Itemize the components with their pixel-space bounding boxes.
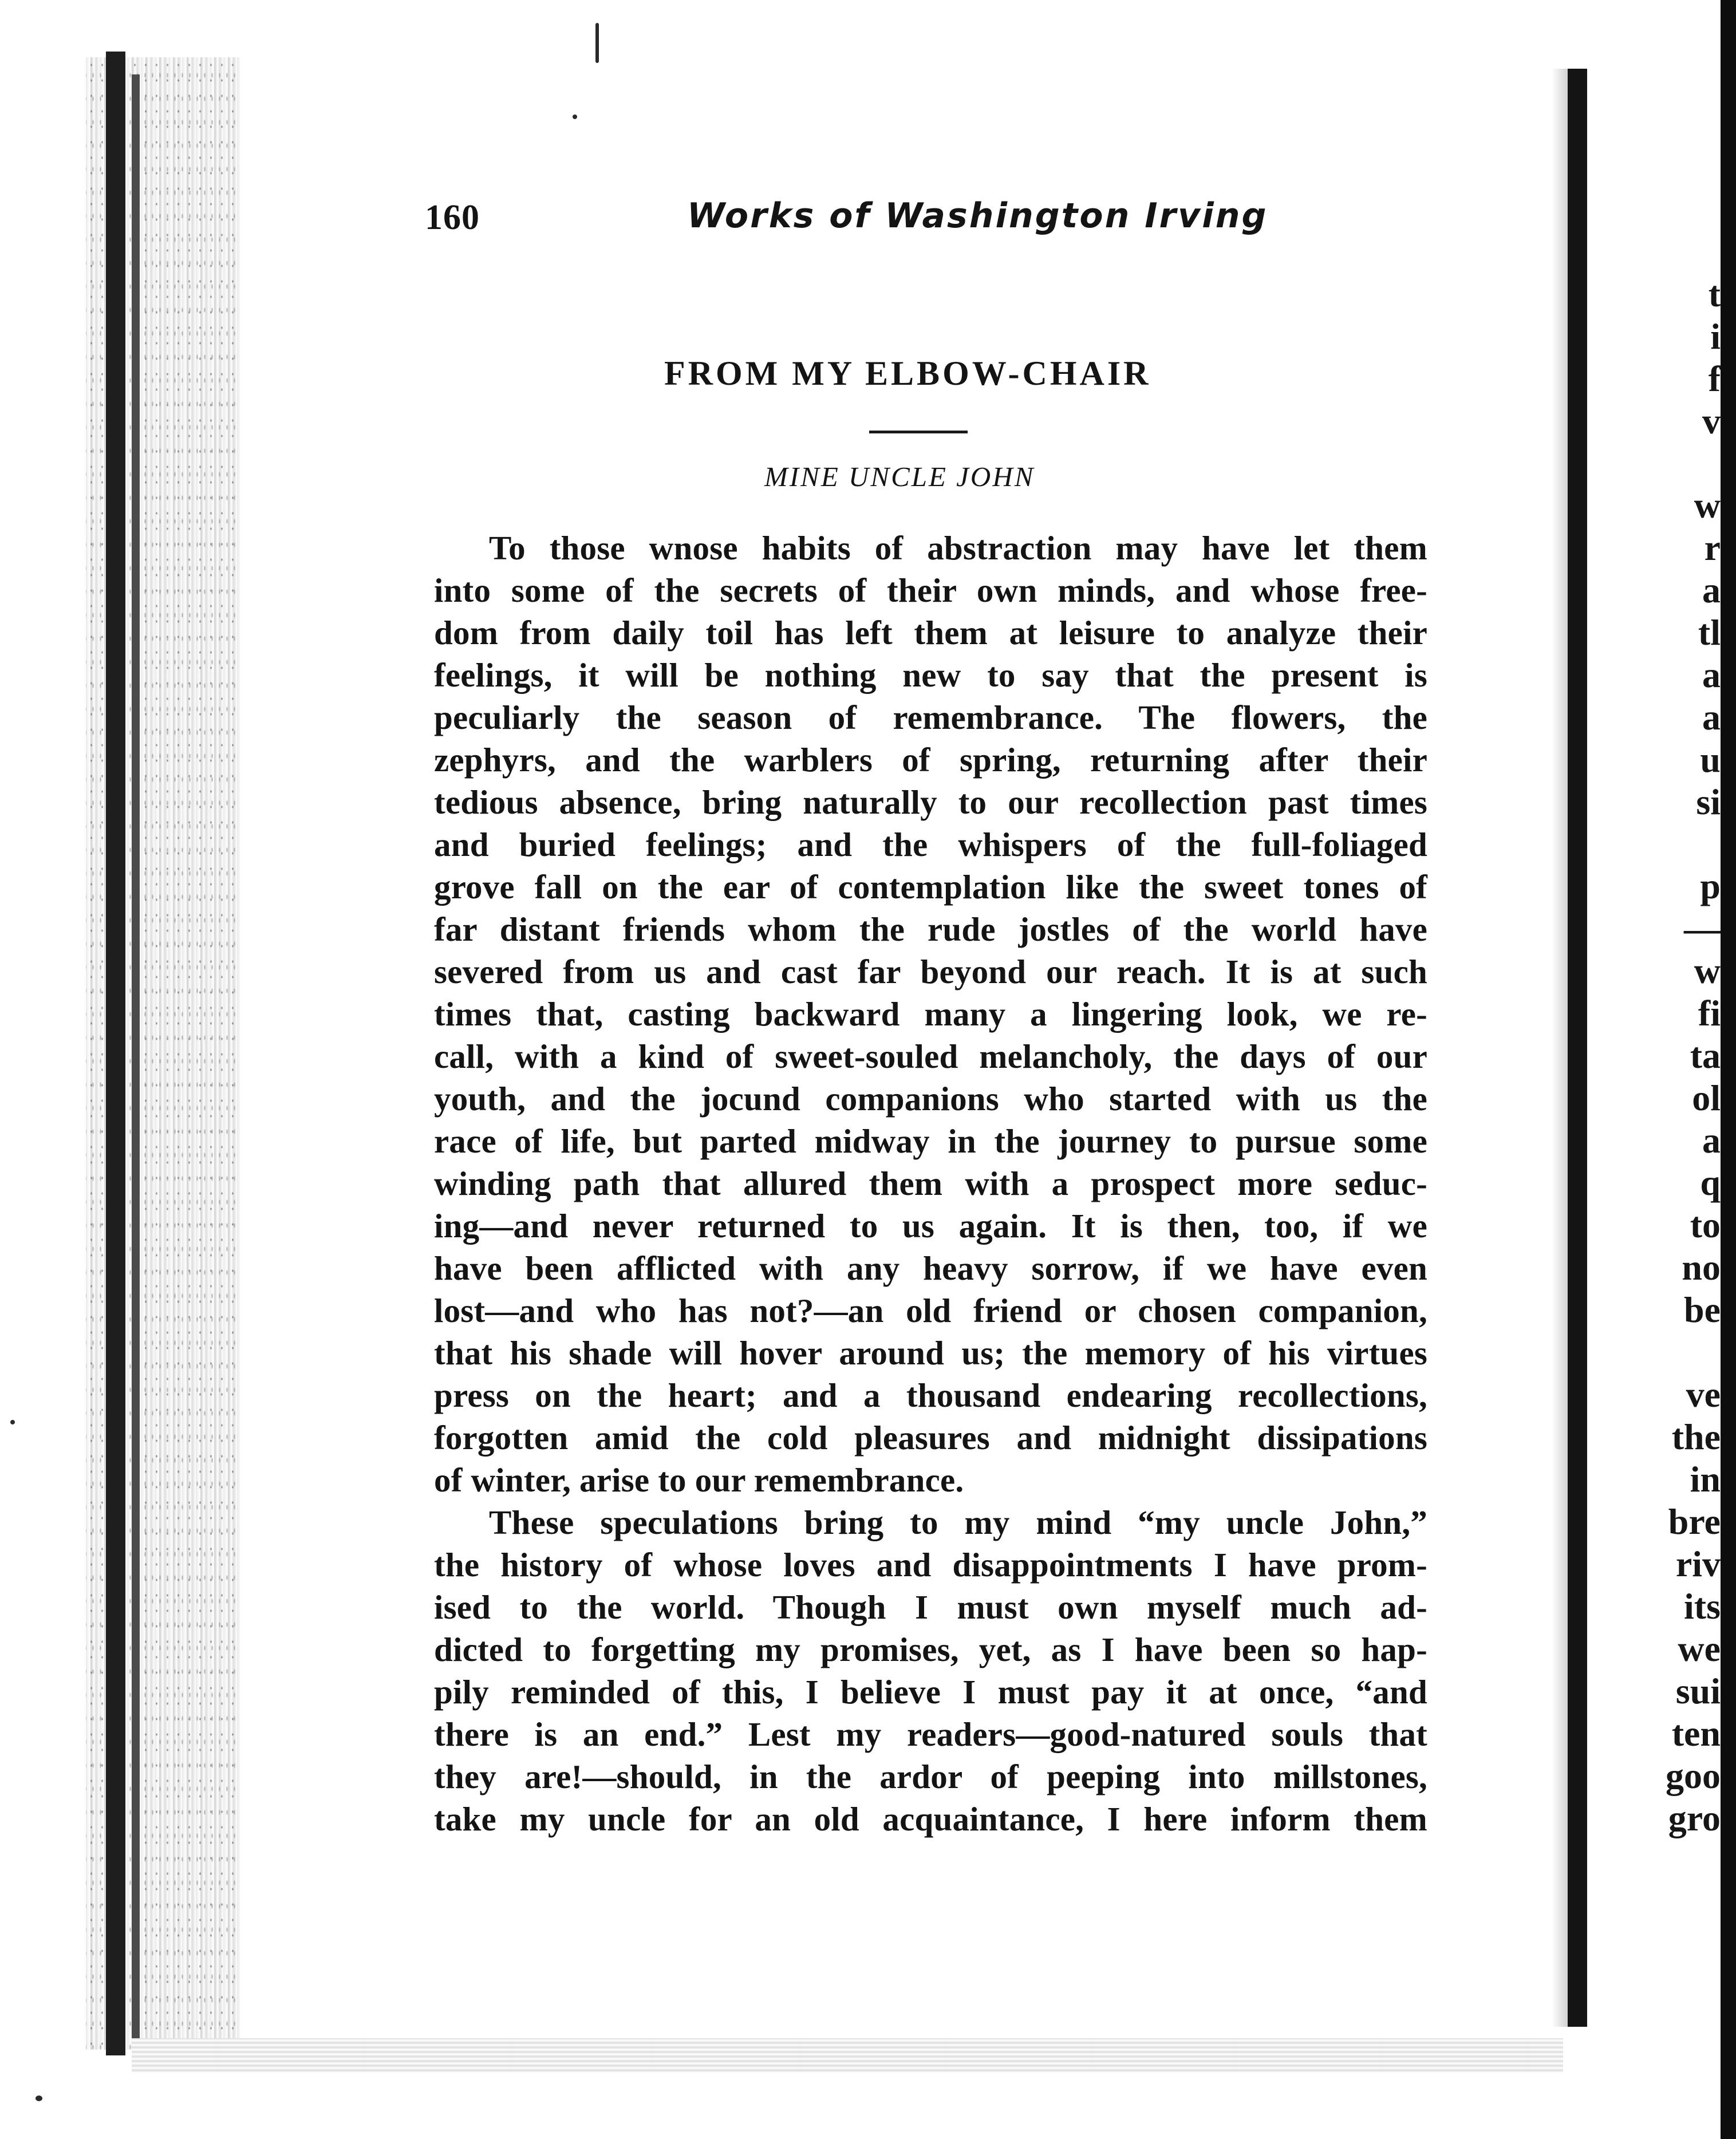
text-line: far distant friends whom the rude jostles of the world have <box>434 910 1427 948</box>
facing-fragment: — <box>1684 908 1721 949</box>
facing-fragment: the <box>1671 1416 1721 1457</box>
text-line: call, with a kind of sweet-souled melancholy, the days of our <box>434 1037 1427 1075</box>
facing-fragment: to <box>1690 1205 1721 1245</box>
text-line: race of life, but parted midway in the journey to pursue some <box>434 1122 1427 1160</box>
facing-fragment: gro <box>1668 1798 1721 1838</box>
facing-fragment: sui <box>1675 1671 1721 1711</box>
facing-fragment: bre <box>1668 1501 1721 1542</box>
text-line: lost—and who has not?—an old friend or chosen companion, <box>434 1292 1427 1329</box>
facing-fragment: no <box>1682 1247 1721 1288</box>
text-line: into some of the secrets of their own minds, and whose free- <box>434 571 1427 609</box>
facing-fragment: a <box>1702 654 1721 695</box>
text-line: press on the heart; and a thousand endearing recollections, <box>434 1376 1427 1414</box>
facing-fragment: a <box>1702 1120 1721 1161</box>
text-line: tedious absence, bring naturally to our recollection past times <box>434 783 1427 821</box>
facing-fragment: ta <box>1690 1035 1721 1076</box>
facing-fragment: in <box>1690 1459 1721 1499</box>
facing-fragment: riv <box>1675 1544 1721 1584</box>
facing-fragment: a <box>1702 570 1721 610</box>
text-line: To those wnose habits of abstraction may have let them <box>489 529 1427 567</box>
text-line: that his shade will hover around us; the memory of his virtues <box>434 1334 1427 1372</box>
scan-artifact <box>595 23 599 63</box>
facing-fragment: its <box>1684 1586 1721 1627</box>
facing-fragment: t <box>1708 274 1721 314</box>
facing-fragment: fi <box>1698 993 1721 1033</box>
text-line: the history of whose loves and disappointments I have prom- <box>434 1546 1427 1584</box>
facing-fragment: i <box>1710 316 1721 357</box>
text-line: severed from us and cast far beyond our reach. It is at such <box>434 953 1427 990</box>
text-line: there is an end.” Lest my readers—good-natured souls that <box>434 1715 1427 1753</box>
facing-fragment: ten <box>1671 1713 1721 1754</box>
text-line: ing—and never returned to us again. It is then, too, if we <box>434 1207 1427 1245</box>
body-text <box>434 527 1427 1840</box>
facing-fragment: f <box>1708 358 1721 399</box>
text-line: times that, casting backward many a lingering look, we re- <box>434 995 1427 1033</box>
facing-fragment: ve <box>1686 1374 1721 1415</box>
scan-border-right <box>1721 0 1736 2139</box>
facing-fragment: u <box>1700 739 1721 780</box>
text-line: have been afflicted with any heavy sorrow, if we have even <box>434 1249 1427 1287</box>
text-line: youth, and the jocund companions who started with us the <box>434 1080 1427 1118</box>
text-line: take my uncle for an old acquaintance, I here inform them <box>434 1800 1427 1838</box>
text-line: forgotten amid the cold pleasures and midnight dissipations <box>434 1419 1427 1457</box>
text-line: dom from daily toil has left them at leisure to analyze their <box>434 614 1427 652</box>
text-line: of winter, arise to our remembrance. <box>434 1461 964 1499</box>
text-line: they are!—should, in the ardor of peeping into millstones, <box>434 1758 1427 1795</box>
facing-fragment: goo <box>1666 1755 1721 1796</box>
scan-artifact <box>573 115 577 119</box>
bottom-page-edges <box>132 2038 1563 2073</box>
binding-shadow <box>106 52 125 2055</box>
facing-page-edge <box>1666 0 1721 2139</box>
facing-fragment: r <box>1704 527 1721 568</box>
text-line: zephyrs, and the warblers of spring, returning after their <box>434 741 1427 779</box>
scan-artifact <box>35 2095 42 2101</box>
text-line: feelings, it will be nothing new to say that the present is <box>434 656 1427 694</box>
text-line: These speculations bring to my mind “my uncle John,” <box>489 1503 1427 1541</box>
text-line: ised to the world. Though I must own myself much ad- <box>434 1588 1427 1626</box>
gutter-gradient <box>1552 69 1568 2027</box>
text-line: grove fall on the ear of contemplation like the sweet tones of <box>434 868 1427 906</box>
running-header-title: Works of Washington Irving <box>687 196 1268 236</box>
facing-fragment: we <box>1678 1628 1721 1669</box>
facing-fragment: p <box>1700 866 1721 906</box>
text-line: dicted to forgetting my promises, yet, as I have been so hap- <box>434 1631 1427 1668</box>
chapter-subtitle: MINE UNCLE JOHN <box>764 461 1035 492</box>
facing-fragment: v <box>1702 401 1721 441</box>
facing-fragment: tl <box>1698 612 1721 653</box>
text-line: peculiarly the season of remembrance. The flowers, the <box>434 698 1427 736</box>
facing-fragment: q <box>1700 1162 1721 1203</box>
facing-fragment: w <box>1694 485 1721 526</box>
facing-fragment: si <box>1696 782 1721 822</box>
gutter-shadow <box>1568 69 1587 2027</box>
text-line: pily reminded of this, I believe I must pay it at once, “and <box>434 1673 1427 1711</box>
facing-fragment: be <box>1684 1289 1721 1330</box>
scan-artifact <box>10 1420 15 1424</box>
facing-fragment: a <box>1702 697 1721 737</box>
page-number: 160 <box>425 198 480 237</box>
binding-shadow-inner <box>132 74 140 2044</box>
title-rule <box>869 431 968 433</box>
facing-fragment: w <box>1694 950 1721 991</box>
text-line: winding path that allured them with a prospect more seduc- <box>434 1165 1427 1202</box>
text-line: and buried feelings; and the whispers of the full-foliaged <box>434 826 1427 863</box>
section-title: FROM MY ELBOW-CHAIR <box>664 354 1151 392</box>
facing-fragment: ol <box>1692 1078 1721 1118</box>
